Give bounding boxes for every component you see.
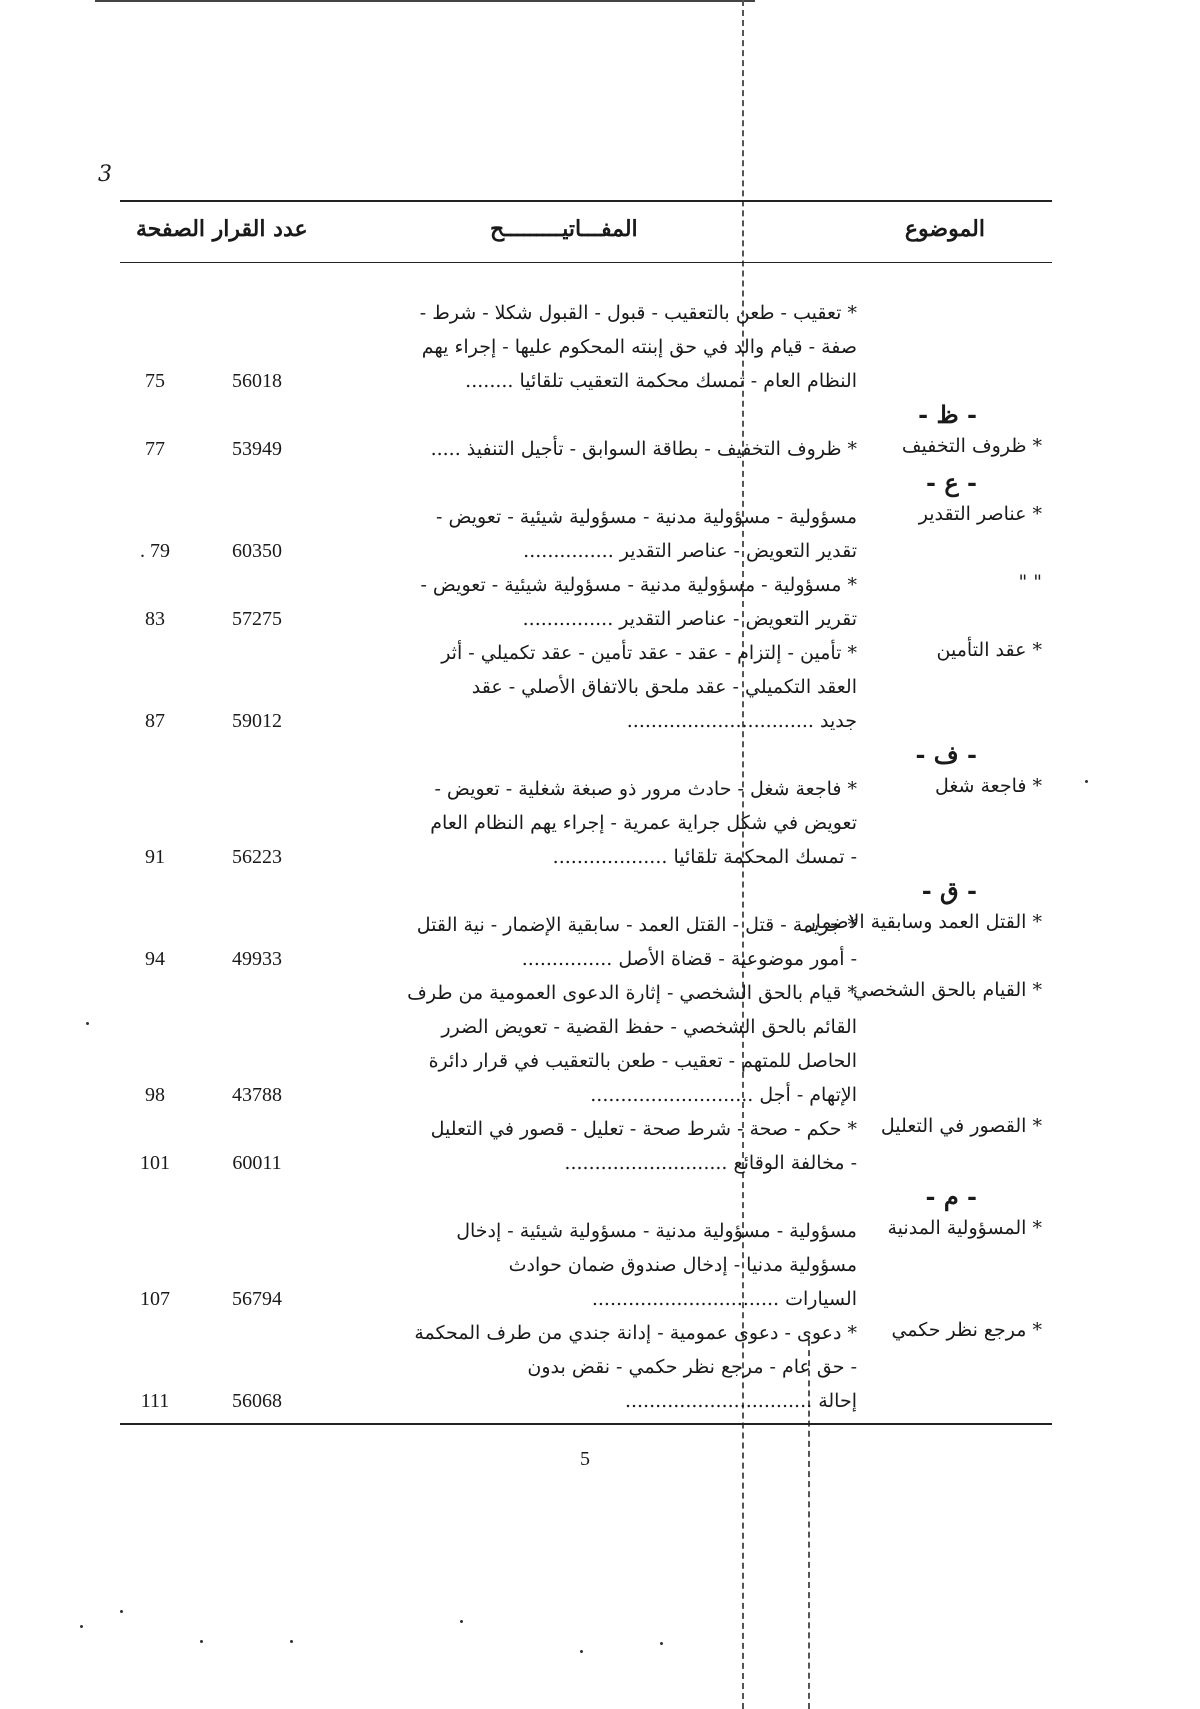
scan-speck xyxy=(120,1610,123,1613)
decision-number: 43788 xyxy=(232,1084,282,1106)
footer-rule xyxy=(120,1423,1052,1425)
header-top-rule xyxy=(120,200,1052,202)
keyword-line: مسؤولية - مسؤولية مدنية - مسؤولية شيئية - تعويض - xyxy=(435,506,857,528)
decision-number: 56018 xyxy=(232,370,282,392)
decision-number: 56068 xyxy=(232,1390,282,1412)
entry-subject: " " xyxy=(1018,571,1042,593)
keyword-line: * جريمة - قتل - القتل العمد - سابقية الإضمار - نية القتل xyxy=(416,914,857,936)
index-entry xyxy=(120,500,1052,568)
entry-keywords xyxy=(377,908,857,976)
page-number: 5 xyxy=(580,1448,590,1470)
page-ref: 77 xyxy=(145,438,165,460)
keyword-line: تعويض في شكل جراية عمرية - إجراء يهم النظام العام xyxy=(430,812,857,834)
section-letter: - ع - xyxy=(926,468,977,497)
decision-number: 59012 xyxy=(232,710,282,732)
page-ref: 98 xyxy=(145,1084,165,1106)
entry-keywords xyxy=(377,976,857,1112)
column-header-subject: الموضوع xyxy=(904,216,985,242)
decision-number: 60350 xyxy=(232,540,282,562)
page-ref: . 79 xyxy=(140,540,170,562)
decision-number: 57275 xyxy=(232,608,282,630)
keyword-line: * حكم - صحة - شرط صحة - تعليل - قصور في التعليل xyxy=(430,1118,857,1140)
scan-speck xyxy=(460,1620,463,1623)
keyword-line: النظام العام - تمسك محكمة التعقيب تلقائيا ........ xyxy=(465,370,857,392)
page-ref: 94 xyxy=(145,948,165,970)
entry-subject: * المسؤولية المدنية xyxy=(887,1217,1042,1239)
entry-keywords xyxy=(377,1214,857,1316)
entry-subject: * عقد التأمين xyxy=(936,639,1042,661)
entry-subject: * القيام بالحق الشخصي xyxy=(852,979,1042,1001)
column-header-decision-page: عدد القرار الصفحة xyxy=(136,216,308,242)
keyword-line: مسؤولية - مسؤولية مدنية - مسؤولية شيئية - إدخال xyxy=(456,1220,857,1242)
keyword-line: * دعوى - دعوى عمومية - إدانة جندي من طرف المحكمة xyxy=(414,1322,857,1344)
page-ref: 91 xyxy=(145,846,165,868)
keyword-line: الإتهام - أجل ........................... xyxy=(590,1084,857,1106)
page-ref: 107 xyxy=(140,1288,170,1310)
column-header-keywords: المفـــاتيـــــــــح xyxy=(490,216,638,242)
index-entry xyxy=(120,1214,1052,1316)
entry-keywords xyxy=(377,772,857,874)
entry-subject: * القصور في التعليل xyxy=(880,1115,1042,1137)
keyword-line: * ظروف التخفيف - بطاقة السوابق - تأجيل التنفيذ ..... xyxy=(430,438,857,460)
index-entry xyxy=(120,1316,1052,1418)
entry-subject: * مرجع نظر حكمي xyxy=(891,1319,1042,1341)
index-entry xyxy=(120,432,1052,466)
index-entry xyxy=(120,296,1052,398)
entry-subject: * القتل العمد وسابقية الاضمار xyxy=(806,911,1042,933)
keyword-line: - حق عام - مرجع نظر حكمي - نقض بدون xyxy=(527,1356,857,1378)
keyword-line: القائم بالحق الشخصي - حفظ القضية - تعويض الضرر xyxy=(441,1016,857,1038)
page-ref: 101 xyxy=(140,1152,170,1174)
decision-number: 56794 xyxy=(232,1288,282,1310)
keyword-line: العقد التكميلي - عقد ملحق بالاتفاق الأصلي - عقد xyxy=(471,676,857,698)
top-edge-line xyxy=(95,0,755,2)
scan-speck xyxy=(1085,780,1088,783)
keyword-line: - تمسك المحكمة تلقائيا ................... xyxy=(552,846,857,868)
scan-speck xyxy=(86,1022,89,1025)
entry-keywords xyxy=(377,296,857,398)
keyword-line: * تعقيب - طعن بالتعقيب - قبول - القبول شكلا - شرط - xyxy=(419,302,857,324)
page-ref: 75 xyxy=(145,370,165,392)
keyword-line: الحاصل للمتهم - تعقيب - طعن بالتعقيب في قرار دائرة xyxy=(428,1050,857,1072)
section-letter: - ظ - xyxy=(918,400,977,429)
keyword-line: صفة - قيام والد في حق إبنته المحكوم عليها - إجراء يهم xyxy=(421,336,857,358)
page-ref: 111 xyxy=(140,1390,170,1412)
corner-mark: 3 xyxy=(98,162,112,187)
entry-keywords xyxy=(377,500,857,568)
index-entry xyxy=(120,772,1052,874)
keyword-line: تقدير التعويض - عناصر التقدير ............... xyxy=(523,540,857,562)
keyword-line: - أمور موضوعية - قضاة الأصل ............... xyxy=(521,948,857,970)
scan-speck xyxy=(200,1640,203,1643)
section-letter: - ق - xyxy=(921,876,977,905)
entry-keywords xyxy=(377,1112,857,1180)
decision-number: 56223 xyxy=(232,846,282,868)
index-entry xyxy=(120,1112,1052,1180)
entry-subject: * فاجعة شغل xyxy=(934,775,1042,797)
entry-subject: * عناصر التقدير xyxy=(918,503,1042,525)
entry-keywords xyxy=(377,432,857,466)
keyword-line: تقرير التعويض - عناصر التقدير ............... xyxy=(522,608,857,630)
scan-speck xyxy=(80,1625,83,1628)
entry-keywords xyxy=(377,568,857,636)
index-entry xyxy=(120,976,1052,1112)
entry-subject: * ظروف التخفيف xyxy=(901,435,1042,457)
index-entry xyxy=(120,636,1052,738)
page-ref: 83 xyxy=(145,608,165,630)
keyword-line: * قيام بالحق الشخصي - إثارة الدعوى العمومية من طرف xyxy=(407,982,857,1004)
scan-speck xyxy=(580,1650,583,1653)
keyword-line: * تأمين - إلتزام - عقد - عقد تأمين - عقد تكميلي - أثر xyxy=(441,642,857,664)
decision-number: 53949 xyxy=(232,438,282,460)
entry-keywords xyxy=(377,636,857,738)
keyword-line: إحالة ............................... xyxy=(624,1390,857,1412)
index-entry xyxy=(120,568,1052,636)
scan-speck xyxy=(660,1642,663,1645)
keyword-line: جديد ............................... xyxy=(626,710,857,732)
keyword-line: مسؤولية مدنيا - إدخال صندوق ضمان حوادث xyxy=(508,1254,857,1276)
index-entry xyxy=(120,908,1052,976)
scan-speck xyxy=(290,1640,293,1643)
keyword-line: - مخالفة الوقائع ........................... xyxy=(564,1152,857,1174)
keyword-line: * فاجعة شغل - حادث مرور ذو صبغة شغلية - تعويض - xyxy=(434,778,857,800)
section-letter: - م - xyxy=(925,1182,977,1211)
decision-number: 60011 xyxy=(232,1152,282,1174)
keyword-line: السيارات ............................... xyxy=(591,1288,857,1310)
keyword-line: * مسؤولية - مسؤولية مدنية - مسؤولية شيئية - تعويض - xyxy=(420,574,857,596)
section-letter: - ف - xyxy=(915,740,977,769)
index-table xyxy=(120,262,1052,1418)
section-letter xyxy=(120,262,1052,296)
entry-keywords xyxy=(377,1316,857,1418)
page-ref: 87 xyxy=(145,710,165,732)
decision-number: 49933 xyxy=(232,948,282,970)
